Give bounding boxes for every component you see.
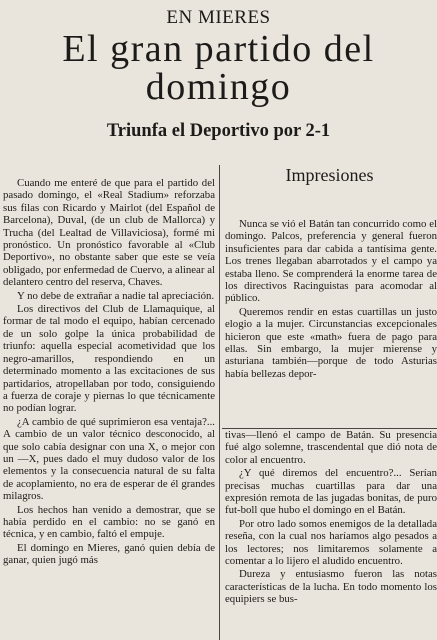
column-divider [219, 165, 220, 640]
left-paragraph: Cuando me enteré de que para el partido del pasado domingo, el «Real Stadium» reforzaba sus filas con Ricardo y Mairlot (del Español de Barcelona), Duval, (de un club de Mallorca) y Trucha (del Lealtad de Villaviciosa), formé mi pronóstico. Un pronóstico favorable al «Club Deportivo», no obstante saber que este se veía obligado, por enfermedad de Cuervo, a alinear al delantero centro del reserva, Chaves. [3, 177, 215, 289]
section-title-impresiones: Impresiones [285, 165, 374, 185]
left-column [3, 177, 215, 568]
article-headline [0, 30, 437, 106]
headline-line-2: domingo [145, 66, 292, 108]
left-paragraph: El domingo en Mieres, ganó quien debía de ganar, quien jugó más [3, 541, 215, 567]
right-paragraph: Queremos rendir en estas cuartillas un justo elogio a la mujer. Circunstancias excepcionales hicieron que este «math» fuera de pago para ellas. Sin embargo, la mujer mierense y asturiana también—porque de todo Asturias había bellezas depor- [225, 305, 437, 380]
article-kicker: EN MIERES [166, 7, 271, 28]
right-paragraph: Por otro lado somos enemigos de la detallada reseña, con la cual nos haríamos algo pesados a los lectores; nos limitaremos solamente a comentar a lo lijero el aludido encuentro. [225, 517, 437, 568]
article-subheadline: Triunfa el Deportivo por 2-1 [106, 121, 331, 141]
right-column-top [225, 218, 437, 381]
right-paragraph: Nunca se vió el Batán tan concurrido como el domingo. Palcos, preferencia y general fueron insuficientes para dar cabida a tantísima gente. Los trenes llegaban abarrotados y el campo ya estaba lleno. Se comprenderá la enorme tarea de los directivos Racinguistas para acomodar al público. [225, 218, 437, 305]
left-paragraph: Y no debe de extrañar a nadie tal apreciación. [17, 289, 215, 302]
left-paragraph: ¿A cambio de qué suprimieron esa ventaja?... A cambio de un valor técnico desconocido, al que solo cabía designar con una X, o mejor con un —X, pues dado el muy dudoso valor de los elementos y la consecuencia natural de su falta de acoplamiento, no era de esperar de él grandes milagros. [3, 415, 215, 503]
right-paragraph: tivas—llenó el campo de Batán. Su presencia fué algo solemne, trascendental que dió nota de color al encuentro. [225, 429, 437, 466]
left-paragraph: Los directivos del Club de Llamaquique, al formar de tal modo el equipo, habían cercenado de un solo golpe la única probabilidad de triunfo: aquella especial acometividad que los negro-amarillos, respondiendo en un determinado momento a las excitaciones de sus partidarios, atropellaban por todo, consiguiendo a fuerza de coraje y piernas lo que técnicamente no podían lograr. [3, 303, 215, 415]
headline-line-1: El gran partido del [62, 28, 375, 70]
left-paragraph: Los hechos han venido a demostrar, que se había perdido en el cambio: no se ganó en técnica, y en cambio, faltó el empuje. [3, 503, 215, 541]
right-column-bottom [225, 429, 437, 607]
right-paragraph: ¿Y qué diremos del encuentro?... Serían precisas muchas cuartillas para dar una expresión remota de las jugadas bonitas, de puro fut-boll que hubo el domingo en el Batán. [225, 467, 437, 517]
right-paragraph: Dureza y entusiasmo fueron las notas características de la lucha. En todo momento los equipiers se bus- [225, 568, 437, 606]
